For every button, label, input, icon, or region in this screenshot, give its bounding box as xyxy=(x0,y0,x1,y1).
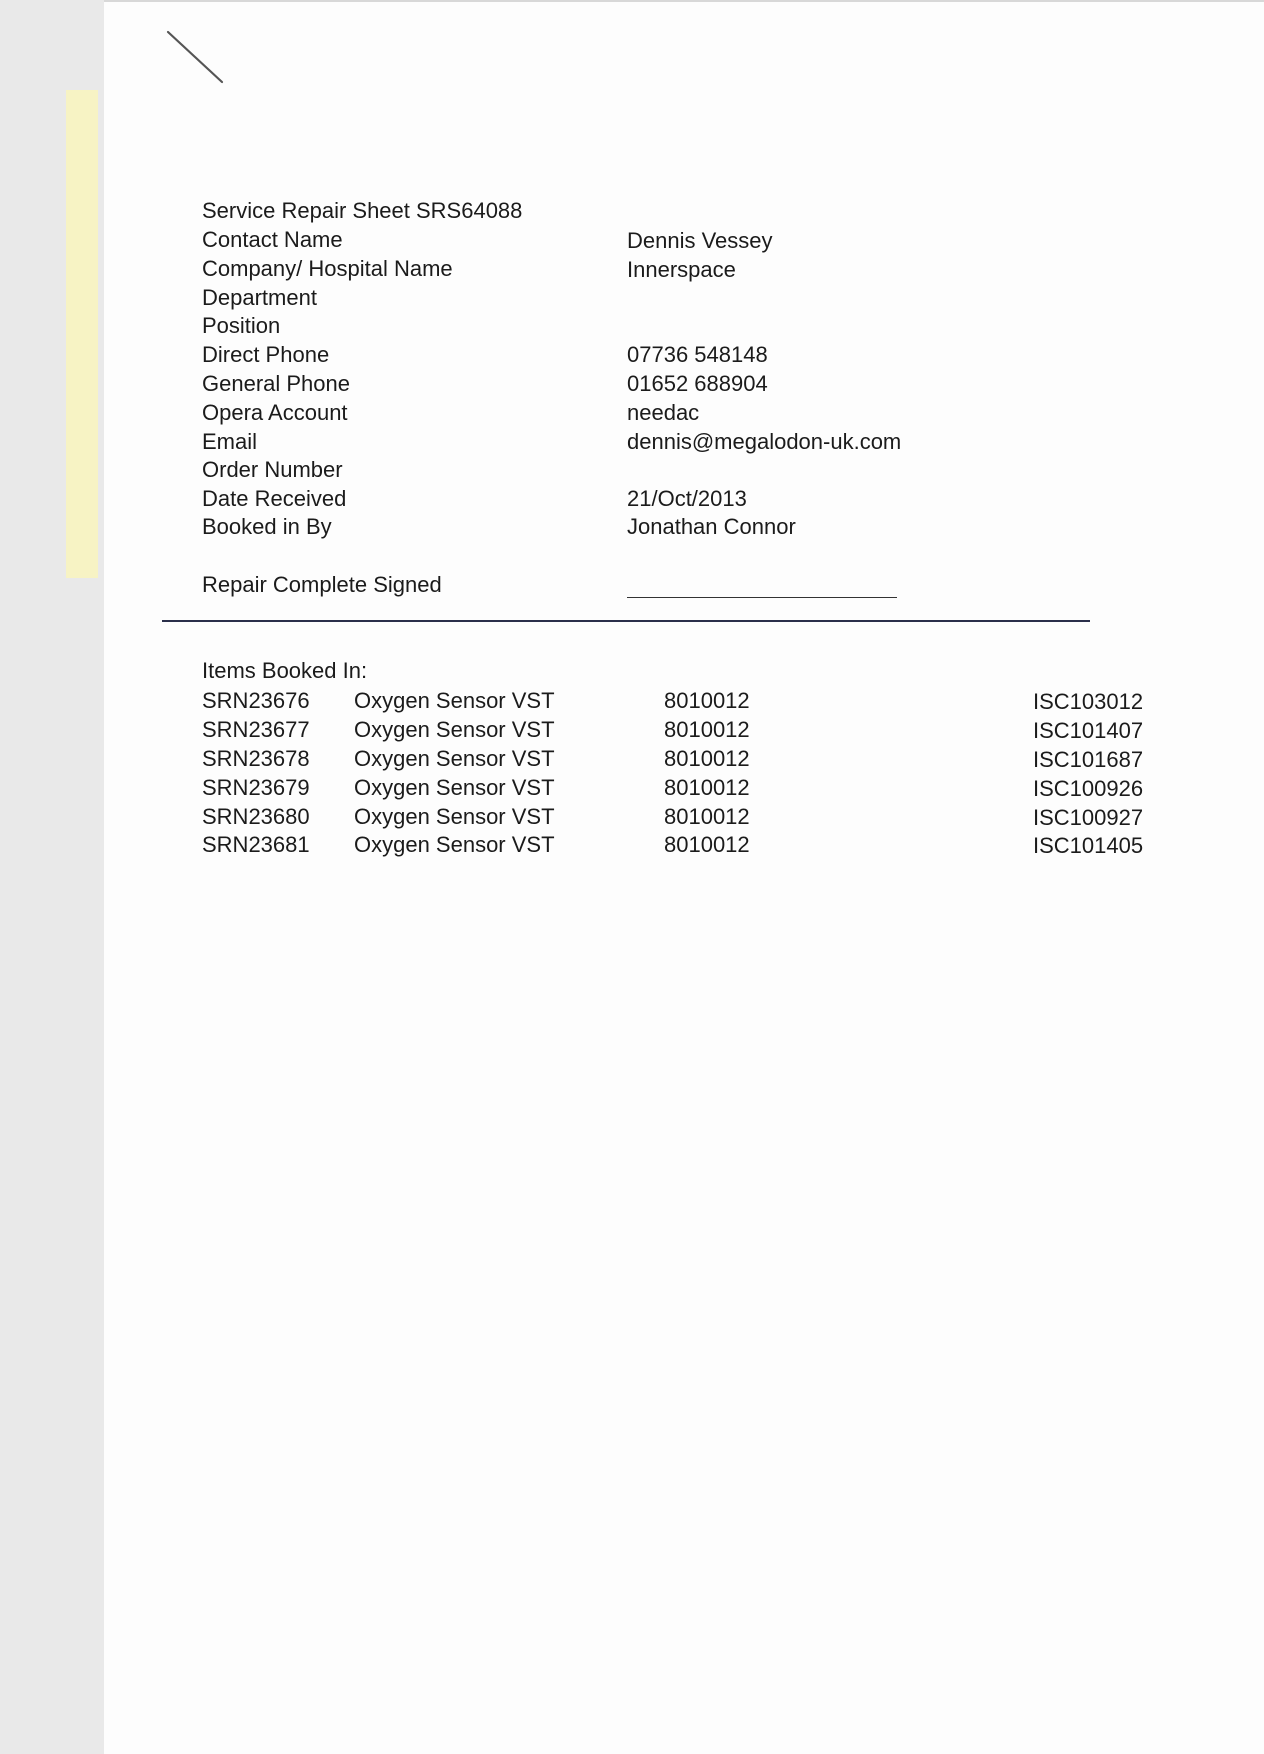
repair-complete-label: Repair Complete Signed xyxy=(202,572,442,597)
field-label-order-number: Order Number xyxy=(202,457,343,482)
item-serial: ISC101405 xyxy=(1033,833,1144,858)
item-srn: SRN23679 xyxy=(202,775,310,800)
field-value-email: dennis@megalodon-uk.com xyxy=(627,429,902,454)
item-description: Oxygen Sensor VST xyxy=(354,717,555,742)
item-part-number: 8010012 xyxy=(664,775,750,800)
field-value-booked-in-by: Jonathan Connor xyxy=(627,514,796,539)
yellow-paper-edge xyxy=(66,90,98,578)
item-srn: SRN23678 xyxy=(202,746,310,771)
item-description: Oxygen Sensor VST xyxy=(354,832,555,857)
item-part-number: 8010012 xyxy=(664,717,750,742)
field-label-contact-name: Contact Name xyxy=(202,227,343,252)
field-label-position: Position xyxy=(202,313,281,338)
section-divider xyxy=(162,620,1090,622)
signature-line xyxy=(627,597,897,598)
item-description: Oxygen Sensor VST xyxy=(354,775,555,800)
item-part-number: 8010012 xyxy=(664,746,750,771)
field-label-company: Company/ Hospital Name xyxy=(202,256,453,281)
item-part-number: 8010012 xyxy=(664,832,750,857)
field-value-company: Innerspace xyxy=(627,257,736,282)
field-label-department: Department xyxy=(202,285,317,310)
item-serial: ISC101687 xyxy=(1033,747,1144,772)
field-label-booked-in-by: Booked in By xyxy=(202,514,332,539)
field-value-opera-account: needac xyxy=(627,400,700,425)
item-description: Oxygen Sensor VST xyxy=(354,804,555,829)
item-serial: ISC100927 xyxy=(1033,805,1144,830)
item-srn: SRN23680 xyxy=(202,804,310,829)
field-label-opera-account: Opera Account xyxy=(202,400,348,425)
item-srn: SRN23676 xyxy=(202,688,310,713)
field-value-contact-name: Dennis Vessey xyxy=(627,228,773,253)
field-value-general-phone: 01652 688904 xyxy=(627,371,768,396)
item-description: Oxygen Sensor VST xyxy=(354,688,555,713)
item-serial: ISC101407 xyxy=(1033,718,1144,743)
item-serial: ISC103012 xyxy=(1033,689,1144,714)
item-part-number: 8010012 xyxy=(664,804,750,829)
item-serial: ISC100926 xyxy=(1033,776,1144,801)
item-srn: SRN23677 xyxy=(202,717,310,742)
field-label-date-received: Date Received xyxy=(202,486,347,511)
items-heading: Items Booked In: xyxy=(202,658,368,683)
item-part-number: 8010012 xyxy=(664,688,750,713)
pen-stroke-mark xyxy=(160,24,230,89)
field-label-general-phone: General Phone xyxy=(202,371,350,396)
field-value-direct-phone: 07736 548148 xyxy=(627,342,768,367)
field-label-direct-phone: Direct Phone xyxy=(202,342,330,367)
sheet-title: Service Repair Sheet SRS64088 xyxy=(202,198,523,223)
item-srn: SRN23681 xyxy=(202,832,310,857)
item-description: Oxygen Sensor VST xyxy=(354,746,555,771)
field-value-date-received: 21/Oct/2013 xyxy=(627,486,747,511)
field-label-email: Email xyxy=(202,429,258,454)
